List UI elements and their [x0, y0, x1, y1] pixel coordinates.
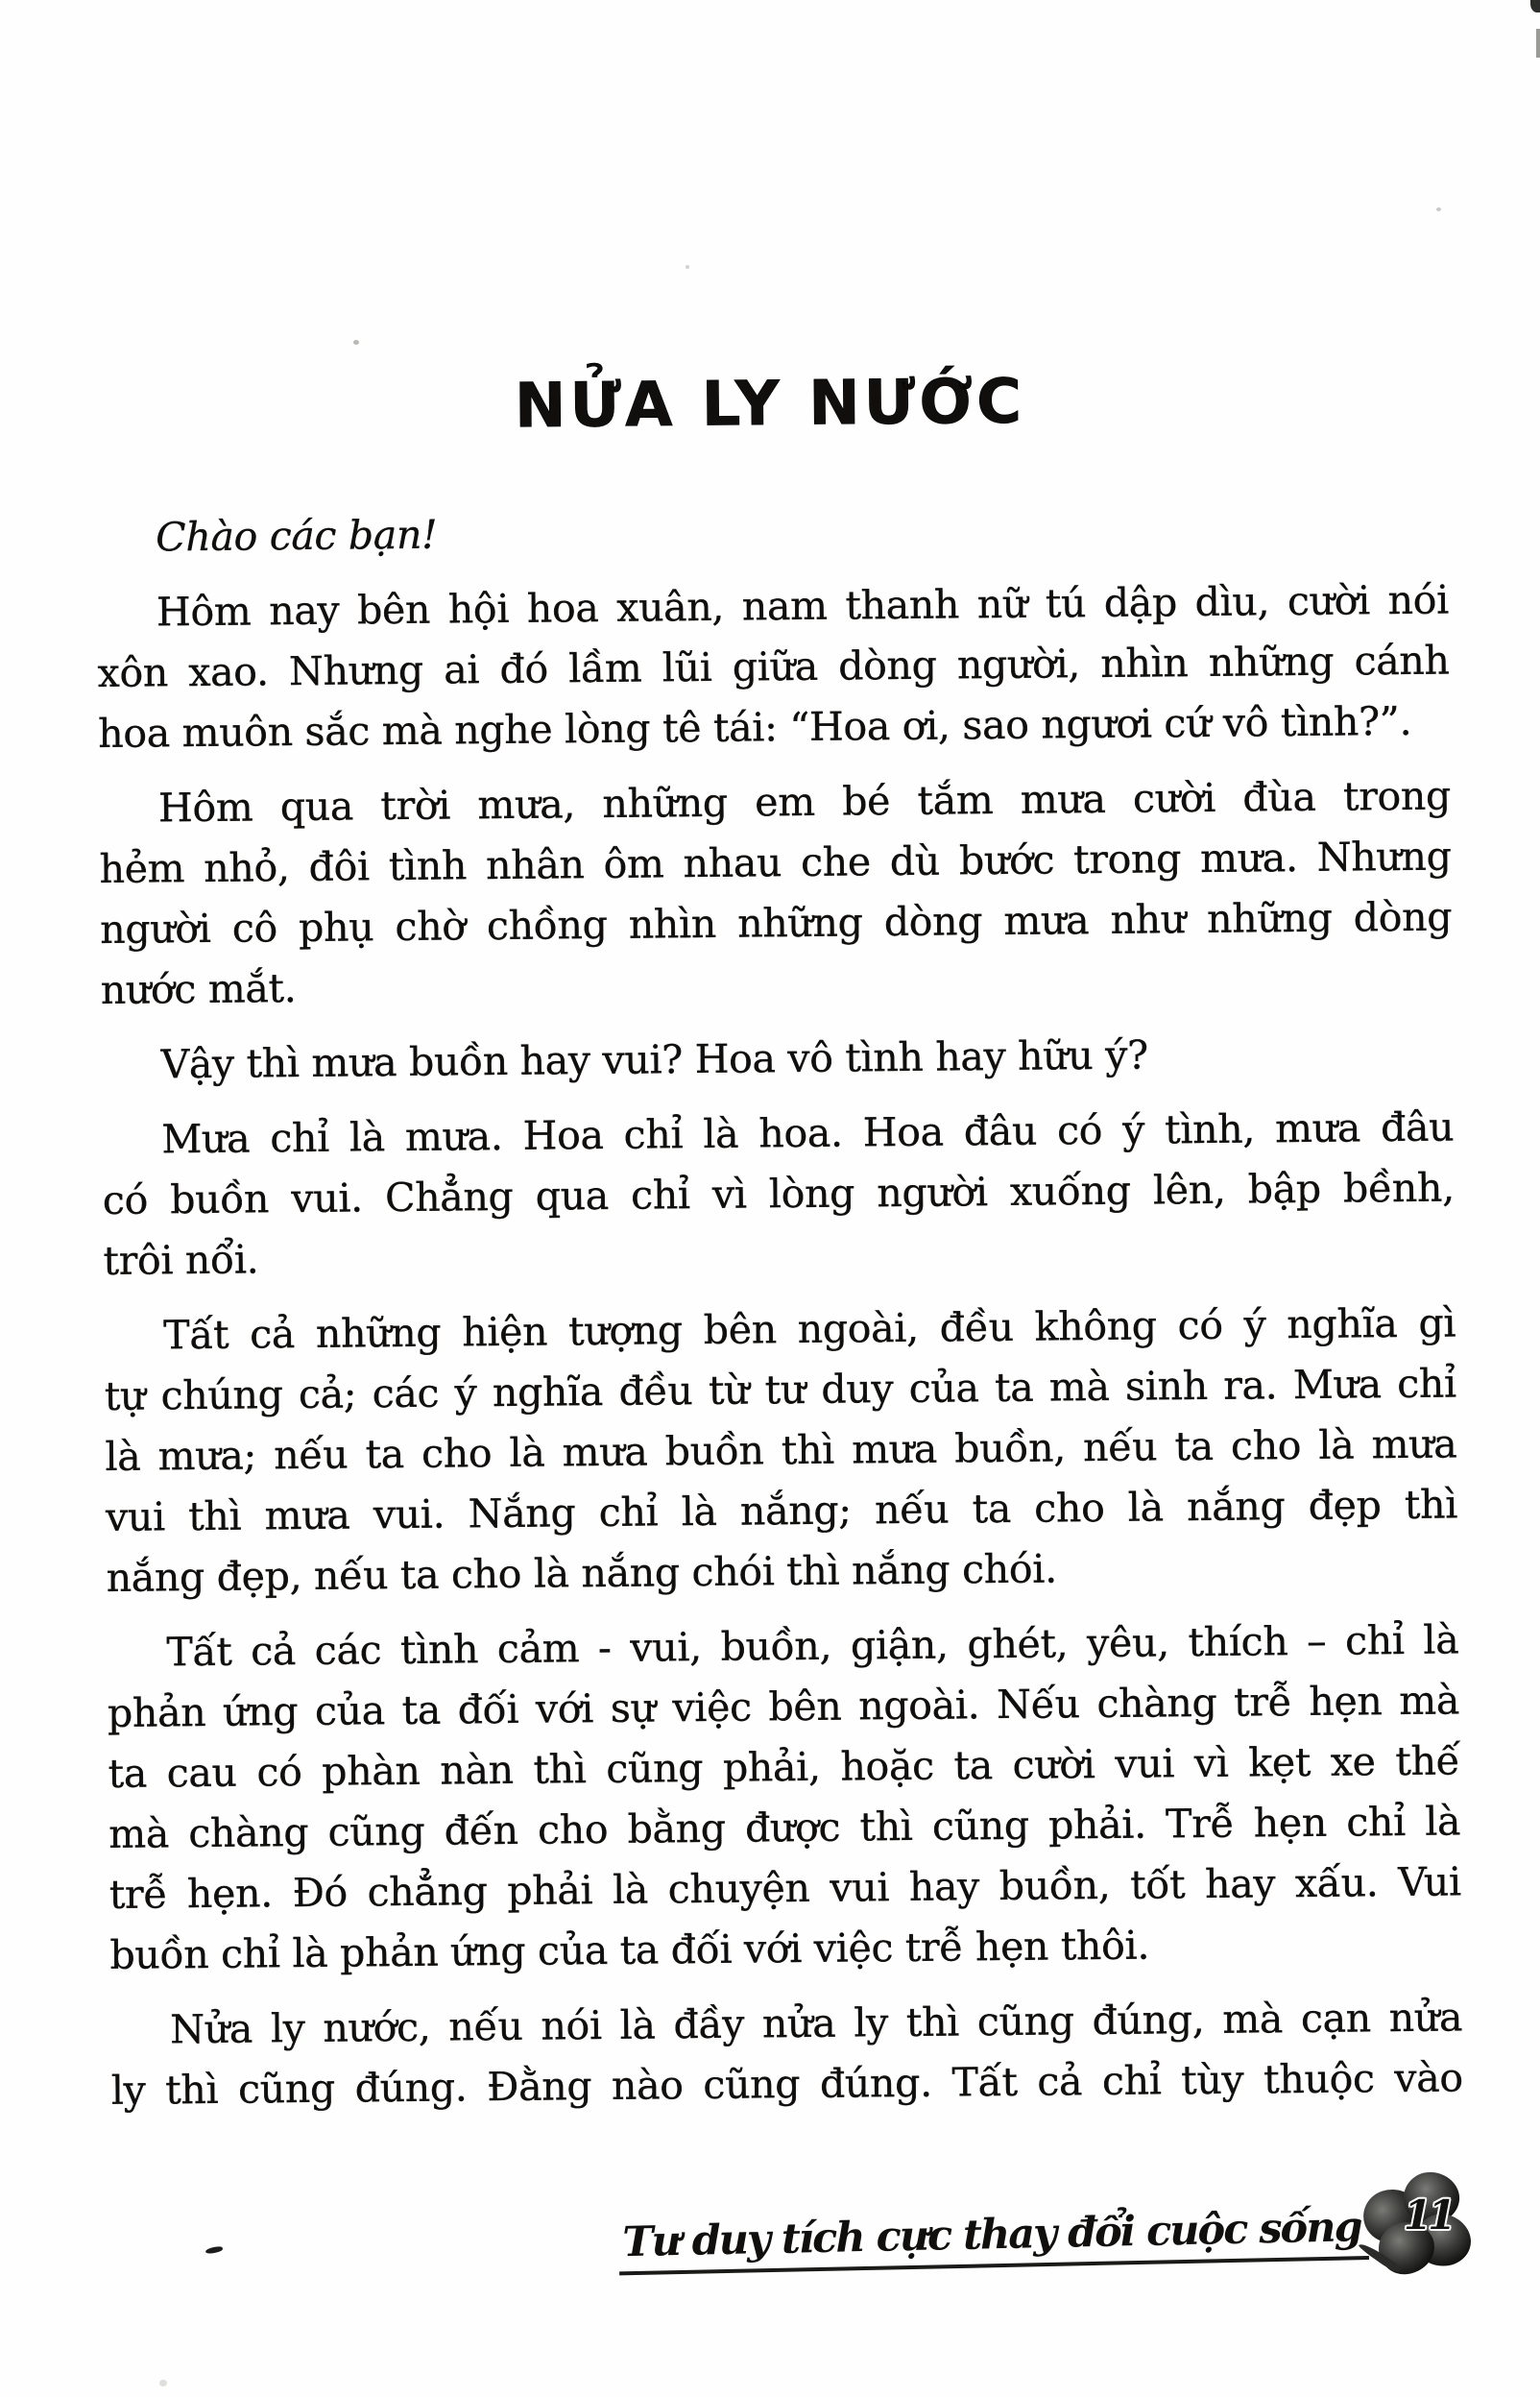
scan-artifact — [1530, 0, 1540, 12]
paragraph — [110, 1987, 1463, 2121]
paragraph-line: ly thì cũng đúng. Đằng nào cũng đúng. Tất cả chỉ tùy thuộc vào — [110, 2054, 1463, 2114]
paragraph-line: tự chúng cả; các ý nghĩa đều từ tư duy của ta mà sinh ra. Mưa chỉ — [104, 1360, 1457, 1419]
page-number: 11 — [1404, 2191, 1453, 2239]
paragraph — [97, 569, 1451, 764]
paragraph-line: hoa muôn sắc mà nghe lòng tê tái: “Hoa ơi, sao ngươi cứ vô tình?”. — [98, 697, 1412, 757]
clover-icon — [1363, 2174, 1471, 2284]
paragraph-line: là mưa; nếu ta cho là mưa buồn thì mưa buồn, nếu ta cho là mưa — [105, 1420, 1457, 1480]
paragraph-line: Hôm nay bên hội hoa xuân, nam thanh nữ tú dập dìu, cười nói — [156, 576, 1450, 636]
paragraph-line: hẻm nhỏ, đôi tình nhân ôm nhau che dù bước trong mưa. Nhưng — [99, 833, 1452, 892]
scan-artifact — [205, 2245, 224, 2254]
paragraph-line: vui thì mưa vui. Nắng chỉ là nắng; nếu ta cho là nắng đẹp thì — [105, 1481, 1458, 1540]
paragraph-line: buồn chỉ là phản ứng của ta đối với việc trễ hẹn thôi. — [109, 1922, 1150, 1978]
body-text — [96, 495, 1463, 2120]
paragraph-line: Tất cả những hiện tượng bên ngoài, đều không có ý nghĩa gì — [163, 1299, 1456, 1359]
paragraph-line: trễ hẹn. Đó chẳng phải là chuyện vui hay buồn, tốt hay xấu. Vui — [108, 1858, 1462, 1918]
paragraph-line: Mưa chỉ là mưa. Hoa chỉ là hoa. Hoa đâu có ý tình, mưa đâu — [161, 1103, 1455, 1163]
scan-artifact — [686, 265, 689, 269]
paragraph — [99, 765, 1453, 1021]
paragraph-line: phản ứng của ta đối với sự việc bên ngoài. Nếu chàng trễ hẹn mà — [107, 1677, 1460, 1736]
paragraph — [107, 1610, 1462, 1985]
paragraph-line: có buồn vui. Chẳng qua chỉ vì lòng người xuống lên, bập bềnh, — [102, 1164, 1456, 1223]
paragraph-line: ta cau có phàn nàn thì cũng phải, hoặc ta cười vui vì kẹt xe thế — [108, 1737, 1460, 1797]
greeting-line: Chào các bạn! — [156, 511, 438, 561]
paragraph-line: Hôm qua trời mưa, những em bé tắm mưa cười đùa trong — [157, 772, 1452, 832]
body-paragraphs — [97, 569, 1463, 2120]
paragraph-line: Tất cả các tình cảm - vui, buồn, giận, ghét, yêu, thích – chỉ là — [166, 1616, 1459, 1676]
scan-artifact — [353, 340, 359, 345]
paragraph-line: Nửa ly nước, nếu nói là đầy nửa ly thì cũng đúng, mà cạn nửa — [169, 1994, 1463, 2053]
footer-tagline: Tư duy tích cực thay đổi cuộc sống — [618, 2203, 1369, 2275]
paragraph-line: trôi nổi. — [103, 1236, 259, 1284]
scan-artifact — [159, 2380, 167, 2386]
paragraph-line: mà chàng cũng đến cho bằng được thì cũng phải. Trễ hẹn chỉ là — [108, 1798, 1461, 1857]
paragraph-line: xôn xao. Nhưng ai đó lầm lũi giữa dòng người, nhìn những cánh — [97, 637, 1450, 696]
page-title: NỬA LY NƯỚC — [514, 366, 1026, 443]
scan-artifact — [1536, 29, 1540, 58]
paragraph — [102, 1097, 1456, 1292]
scan-artifact — [1436, 207, 1441, 211]
paragraph-line: nắng đẹp, nếu ta cho là nắng chói thì nắng chói. — [106, 1545, 1058, 1601]
paragraph — [104, 1293, 1458, 1609]
paragraph-line: Vậy thì mưa buồn hay vui? Hoa vô tình hay hữu ý? — [160, 1031, 1148, 1088]
paragraph-line: người cô phụ chờ chồng nhìn những dòng mưa như những dòng — [99, 893, 1453, 953]
paragraph — [101, 1022, 1454, 1096]
paragraph-line: nước mắt. — [100, 965, 297, 1013]
